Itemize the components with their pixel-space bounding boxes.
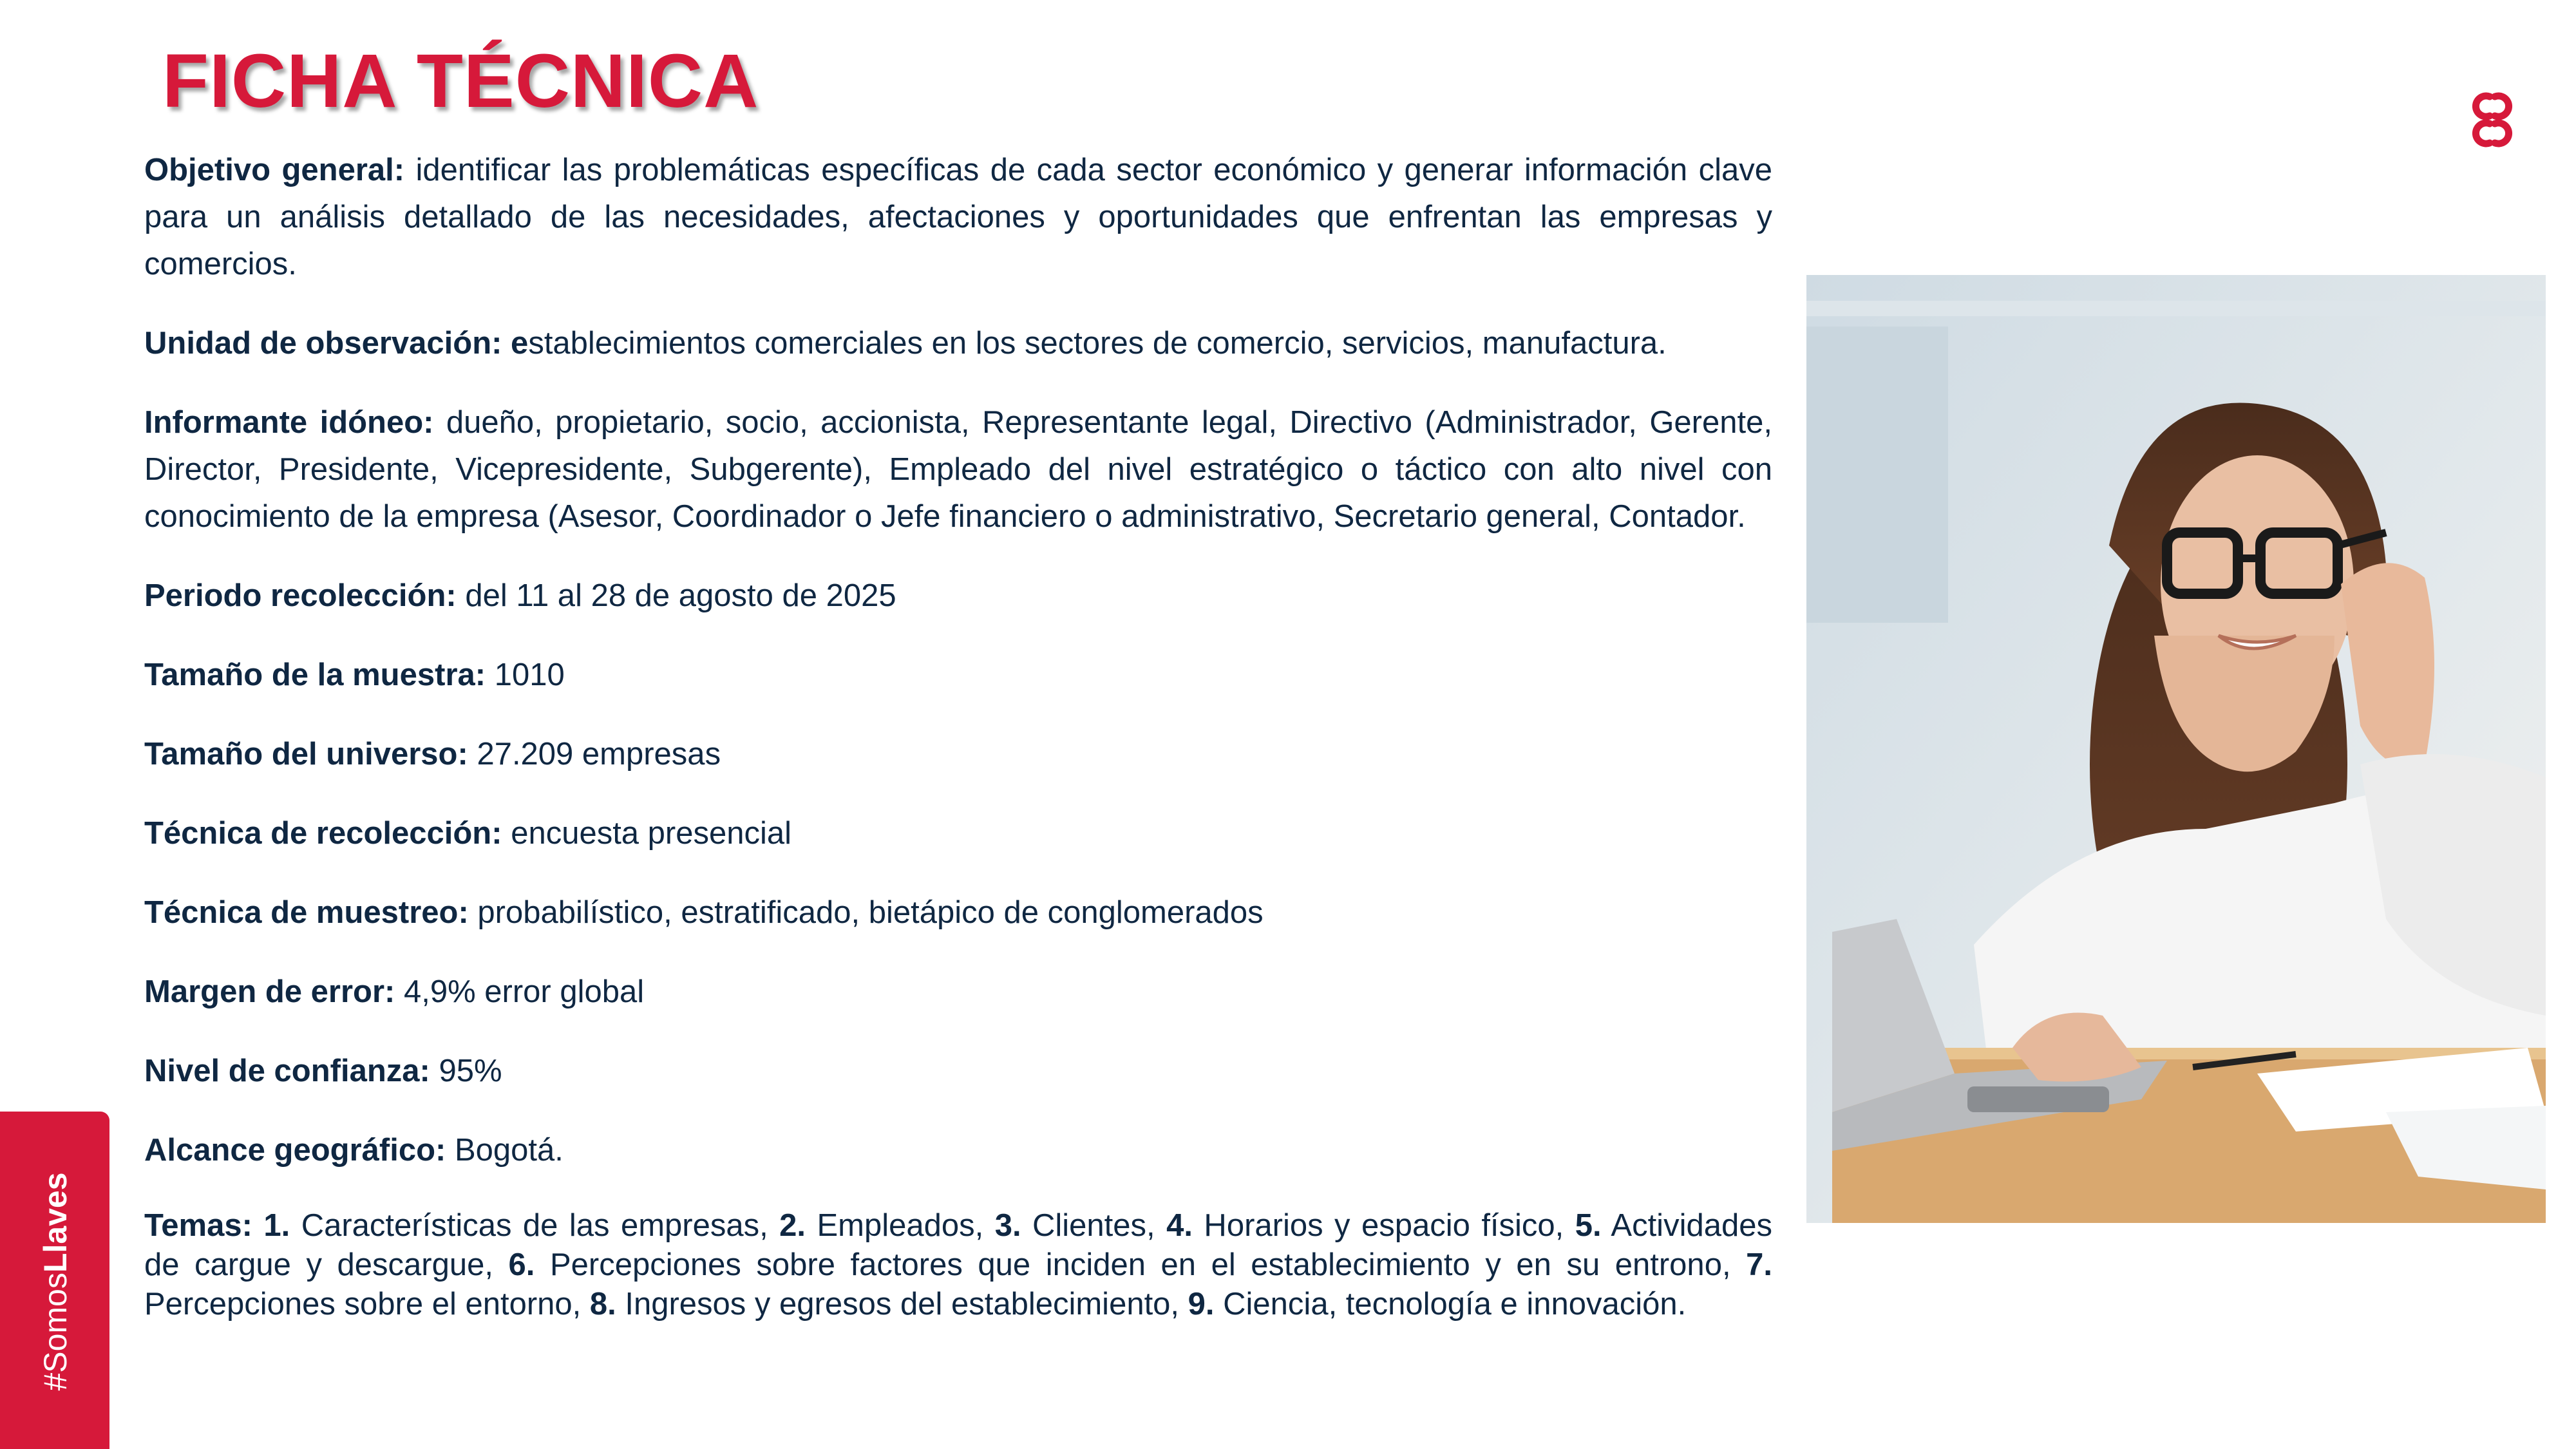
field-value: stablecimientos comerciales en los sectores de comercio, servicios, manufactura.	[528, 326, 1667, 361]
field-label: Margen de error:	[144, 974, 395, 1009]
field-value: encuesta presencial	[511, 816, 792, 851]
field-label: Técnica de recolección:	[144, 816, 502, 851]
tema-text: Empleados,	[806, 1208, 984, 1243]
field-confianza	[144, 1048, 1772, 1095]
tema-item	[1188, 1287, 1687, 1321]
field-label: Periodo recolección:	[144, 578, 457, 613]
field-label: Informante idóneo:	[144, 405, 434, 440]
field-tecnica-recoleccion	[144, 810, 1772, 857]
tema-number: 6.	[508, 1247, 535, 1282]
tema-number: 4.	[1166, 1208, 1193, 1243]
field-periodo	[144, 573, 1772, 620]
field-value: 1010	[494, 658, 565, 692]
field-tecnica-muestreo	[144, 889, 1772, 936]
tema-text: Clientes,	[1021, 1208, 1155, 1243]
temas-list	[144, 1208, 1772, 1321]
field-label: Alcance geográfico:	[144, 1133, 446, 1168]
tema-number: 7.	[1746, 1247, 1772, 1282]
hashtag-bold: Llaves	[37, 1172, 73, 1273]
field-margen	[144, 969, 1772, 1016]
tema-item	[509, 1247, 1731, 1282]
tema-number: 8.	[589, 1287, 616, 1321]
field-label: Unidad de observación: e	[144, 326, 529, 361]
tema-text: Ingresos y egresos del establecimiento,	[616, 1287, 1180, 1321]
tema-text: Horarios y espacio físico,	[1192, 1208, 1564, 1243]
field-value: identificar las problemáticas específicas de cada sector económico y generar información clave para un análisis detallado de las necesidades, afectaciones y oportunidades que enfrentan las empresas y comercios.	[144, 153, 1772, 281]
tema-text: Ciencia, tecnología e innovación.	[1214, 1287, 1687, 1321]
field-temas	[144, 1206, 1772, 1324]
field-value: Bogotá.	[454, 1133, 564, 1168]
field-label: Técnica de muestreo:	[144, 895, 469, 930]
tema-item	[590, 1287, 1179, 1321]
tema-number: 1.	[263, 1208, 290, 1243]
tema-item	[263, 1208, 768, 1243]
tema-item	[995, 1208, 1155, 1243]
tema-item	[1166, 1208, 1564, 1243]
field-unidad	[144, 320, 1772, 367]
ficha-content	[144, 147, 1772, 1356]
tema-number: 2.	[779, 1208, 806, 1243]
tema-item	[779, 1208, 983, 1243]
field-label: Tamaño del universo:	[144, 737, 468, 772]
field-informante	[144, 399, 1772, 540]
tema-number: 5.	[1575, 1208, 1602, 1243]
field-label: Tamaño de la muestra:	[144, 658, 486, 692]
field-label: Objetivo general:	[144, 153, 405, 187]
field-objetivo	[144, 147, 1772, 288]
field-muestra	[144, 652, 1772, 699]
woman-laptop-photo	[1806, 275, 2546, 1223]
tema-text: Características de las empresas,	[290, 1208, 768, 1243]
field-label: Nivel de confianza:	[144, 1054, 430, 1088]
ccb-logo-icon	[2460, 88, 2524, 152]
tema-text: Actividades de cargue y descargue,	[144, 1208, 1772, 1282]
hashtag-prefix: #Somos	[37, 1273, 73, 1391]
field-value: probabilístico, estratificado, bietápico de conglomerados	[477, 895, 1264, 930]
field-value: 95%	[439, 1054, 502, 1088]
field-alcance	[144, 1127, 1772, 1174]
page-title: FICHA TÉCNICA	[162, 39, 759, 124]
tema-number: 9.	[1188, 1287, 1215, 1321]
hashtag-label	[37, 1172, 74, 1390]
field-value: 27.209 empresas	[477, 737, 721, 772]
field-value: del 11 al 28 de agosto de 2025	[465, 578, 896, 613]
tema-text: Percepciones sobre factores que inciden en el establecimiento y en su entrono,	[535, 1247, 1731, 1282]
field-value: dueño, propietario, socio, accionista, Representante legal, Directivo (Administrador, Gerente, Director, Presidente, Vicepresidente, Subgerente), Empleado del nivel estratégico o táctico con alto nivel con conocimiento de la empresa (Asesor, Coordinador o Jefe financiero o administrativo, Secretario general, Contador.	[144, 405, 1772, 534]
field-label: Temas:	[144, 1208, 252, 1243]
tema-text: Percepciones sobre el entorno,	[144, 1287, 582, 1321]
field-value: 4,9% error global	[404, 974, 645, 1009]
tema-number: 3.	[994, 1208, 1021, 1243]
field-universo	[144, 731, 1772, 778]
